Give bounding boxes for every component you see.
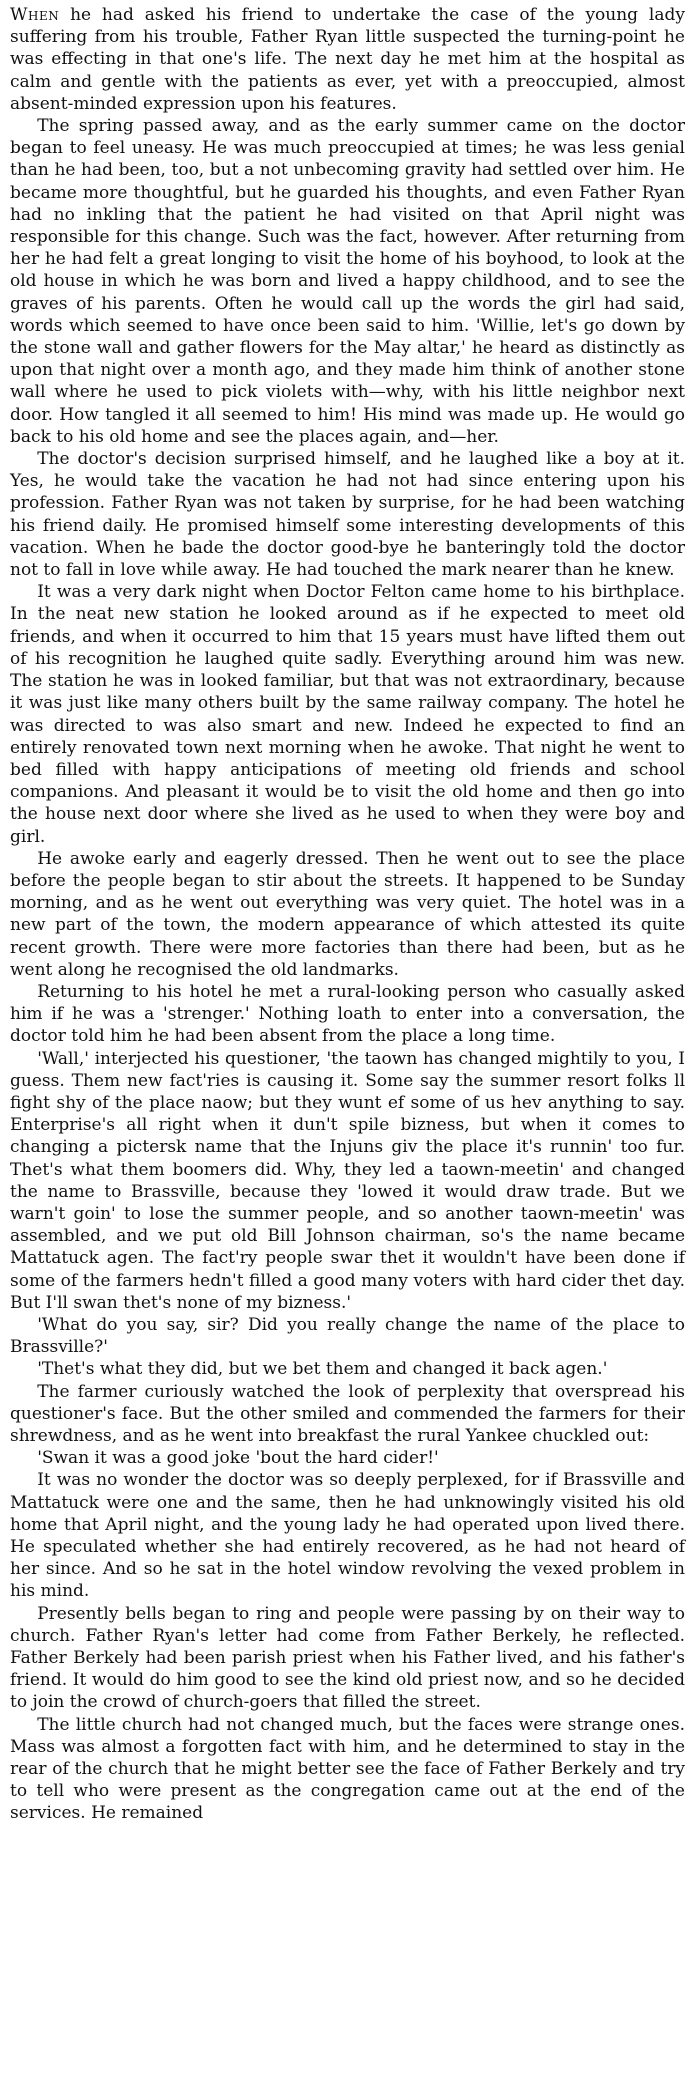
article-paragraph: The spring passed away, and as the early summer came on the doctor began to feel uneasy. He was much preoccupied at times; he was less genial than he had been, too, but a not unbecoming gravity had settled over him. He became more thoughtful, but he guarded his thoughts, and even Father Ryan had no inkling that the patient he had visited on that April night was responsible for this change. Such was the fact, however. After returning from her he had felt a great longing to visit the home of his boyhood, to look at the old house in which he was born and lived a happy childhood, and to see the graves of his parents. Often he would call up the words the girl had said, words which seemed to have once been said to him. 'Willie, let's go down by the stone wall and gather flowers for the May altar,' he heard as distinctly as upon that night over a month ago, and they made him think of another stone wall where he used to pick violets with—why, with his little neighbor next door. How tangled it all seemed to him! His mind was made up. He would go back to his old home and see the places again, and—her. [10,116,685,447]
article-paragraph: It was no wonder the doctor was so deeply perplexed, for if Brassville and Mattatuck were one and the same, then he had unknowingly visited his old home that April night, and the young lady he had operated upon lived there. He speculated whether she had entirely recovered, as he had not heard of her since. And so he sat in the hotel window revolving the vexed problem in his mind. [10,1470,685,1602]
article-paragraph: He awoke early and eagerly dressed. Then he went out to see the place before the people began to stir about the streets. It happened to be Sunday morning, and as he went out everything was very quiet. The hotel was in a new part of the town, the modern appearance of which attested its quite recent growth. There were more factories than there had been, but as he went along he recognised the old landmarks. [10,848,685,980]
article-paragraph [10,4,685,115]
article-paragraph: Presently bells began to ring and people were passing by on their way to church. Father Ryan's letter had come from Father Berkely, he reflected. Father Berkely had been parish priest when his Father lived, and his father's friend. It would do him good to see the kind old priest now, and so he decided to join the crowd of church-goers that filled the street. [10,1603,685,1713]
article-paragraph: 'Thet's what they did, but we bet them and changed it back agen.' [37,1359,608,1380]
paragraph-text: he had asked his friend to undertake the case of the young lady suffering from his trouble, Father Ryan little suspected the turning-point he was effecting in that one's life. The next day he met him at the hospital as calm and gentle with the patients as ever, yet with a preoccupied, almost absent-minded expression upon his features. [10,5,685,114]
article-paragraph: It was a very dark night when Doctor Felton came home to his birthplace. In the neat new station he looked around as if he expected to meet old friends, and when it occurred to him that 15 years must have lifted them out of his recognition he laughed quite sadly. Everything around him was new. The station he was in looked familiar, but that was not extraordinary, because it was just like many others built by the same railway company. The hotel he was directed to was also smart and new. Indeed he expected to find an entirely renovated town next morning when he awoke. That night he went to bed filled with happy anticipations of meeting old friends and school companions. And pleasant it would be to visit the old home and then go into the house next door where she lived as he used to when they were boy and girl. [10,582,685,847]
article-paragraph: The doctor's decision surprised himself, and he laughed like a boy at it. Yes, he would take the vacation he had not had since entering upon his profession. Father Ryan was not taken by surprise, for he had been watching his friend daily. He promised himself some interesting developments of this vacation. When he bade the doctor good-bye he banteringly told the doctor not to fall in love while away. He had touched the mark nearer than he knew. [10,449,685,581]
article-paragraph: 'What do you say, sir? Did you really change the name of the place to Brassville?' [10,1314,685,1358]
opening-word: When [10,5,60,25]
article-paragraph: The farmer curiously watched the look of perplexity that overspread his questioner's face. But the other smiled and commended the farmers for their shrewdness, and as he went into breakfast the rural Yankee chuckled out: [10,1381,685,1446]
article-paragraph: The little church had not changed much, but the faces were strange ones. Mass was almost a forgotten fact with him, and he determined to stay in the rear of the church that he might better see the face of Father Berkely and try to tell who were present as the congregation came out at the end of the services. He remained [10,1714,685,1824]
article-paragraph: 'Swan it was a good joke 'bout the hard cider!' [37,1448,439,1469]
article-paragraph: Returning to his hotel he met a rural-looking person who casually asked him if he was a 'strenger.' Nothing loath to enter into a conversation, the doctor told him he had been absent from the place a long time. [10,981,685,1047]
article-paragraph: 'Wall,' interjected his questioner, 'the taown has changed mightily to you, I guess. Them new fact'ries is causing it. Some say the summer resort folks ll fight shy of the place naow; but they wunt ef some of us hev anything to say. Enterprise's all right when it dun't spile bizness, but when it comes to changing a pictersk name that the Injuns giv the place it's runnin' too fur. Thet's what them boomers did. Why, they led a taown-meetin' and changed the name to Brassville, because they 'lowed it would draw trade. But we warn't goin' to lose the summer people, and so another taown-meetin' was assembled, and we put old Bill Johnson chairman, so's the name became Mattatuck agen. The fact'ry people swar thet it wouldn't have been done if some of the farmers hedn't filled a good many voters with hard cider thet day. But I'll swan thet's none of my bizness.' [10,1048,685,1313]
